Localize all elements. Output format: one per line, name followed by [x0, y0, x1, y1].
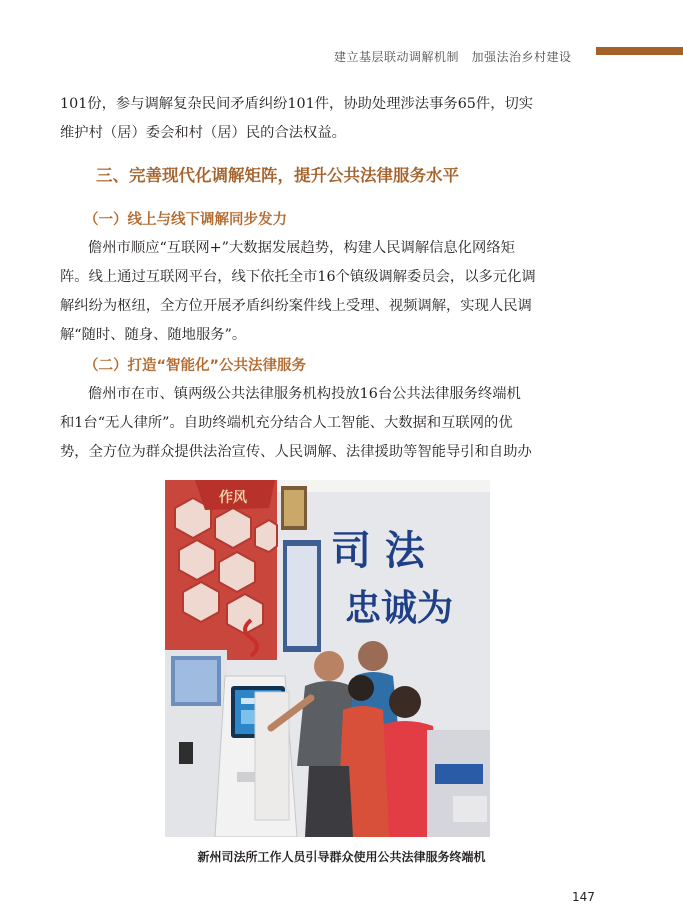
text-line: 维护村（居）委会和村（居）民的合法权益。 [60, 125, 346, 141]
paragraph-online-offline [60, 234, 608, 350]
text-line: 阵。线上通过互联网平台，线下依托全市16个镇级调解委员会，以多元化调 [60, 269, 536, 285]
wall-text-judicial: 司 法 [331, 528, 425, 574]
text-line: 和1台“无人律所”。自助终端机充分结合人工智能、大数据和互联网的优 [60, 415, 513, 431]
banner-text: 作风 [219, 490, 247, 506]
text-line: 势，全方位为群众提供法治宣传、人民调解、法律援助等智能导引和自助办 [60, 444, 532, 460]
paragraph-smart-service [60, 380, 608, 467]
photo-caption: 新州司法所工作人员引导群众使用公共法律服务终端机 [197, 850, 486, 864]
text-line: 解纠纷为枢纽，全方位开展矛盾纠纷案件线上受理、视频调解，实现人民调 [60, 298, 532, 314]
sub-heading-smart-service: （二）打造“智能化”公共法律服务 [84, 358, 307, 374]
paragraph-continuation [60, 90, 608, 148]
wall-text-loyalty: 忠诚为 [345, 588, 454, 629]
text-line: 101份，参与调解复杂民间矛盾纠纷101件，协助处理涉法事务65件，切实 [60, 96, 534, 112]
sub-heading-online-offline: （一）线上与线下调解同步发力 [84, 212, 287, 228]
text-line: 儋州市在市、镇两级公共法律服务机构投放16台公共法律服务终端机 [88, 386, 521, 402]
photo-illustration [165, 480, 490, 837]
text-line: 解“随时、随身、随地服务”。 [60, 327, 247, 343]
page-number: 147 [572, 890, 595, 904]
text-line: 儋州市顺应“互联网+”大数据发展趋势，构建人民调解信息化网络矩 [88, 240, 515, 256]
photo-legal-service-terminal [165, 480, 490, 837]
section-heading: 三、完善现代化调解矩阵，提升公共法律服务水平 [96, 166, 459, 185]
header-accent-bar [596, 47, 683, 55]
running-header: 建立基层联动调解机制 加强法治乡村建设 [334, 50, 572, 64]
